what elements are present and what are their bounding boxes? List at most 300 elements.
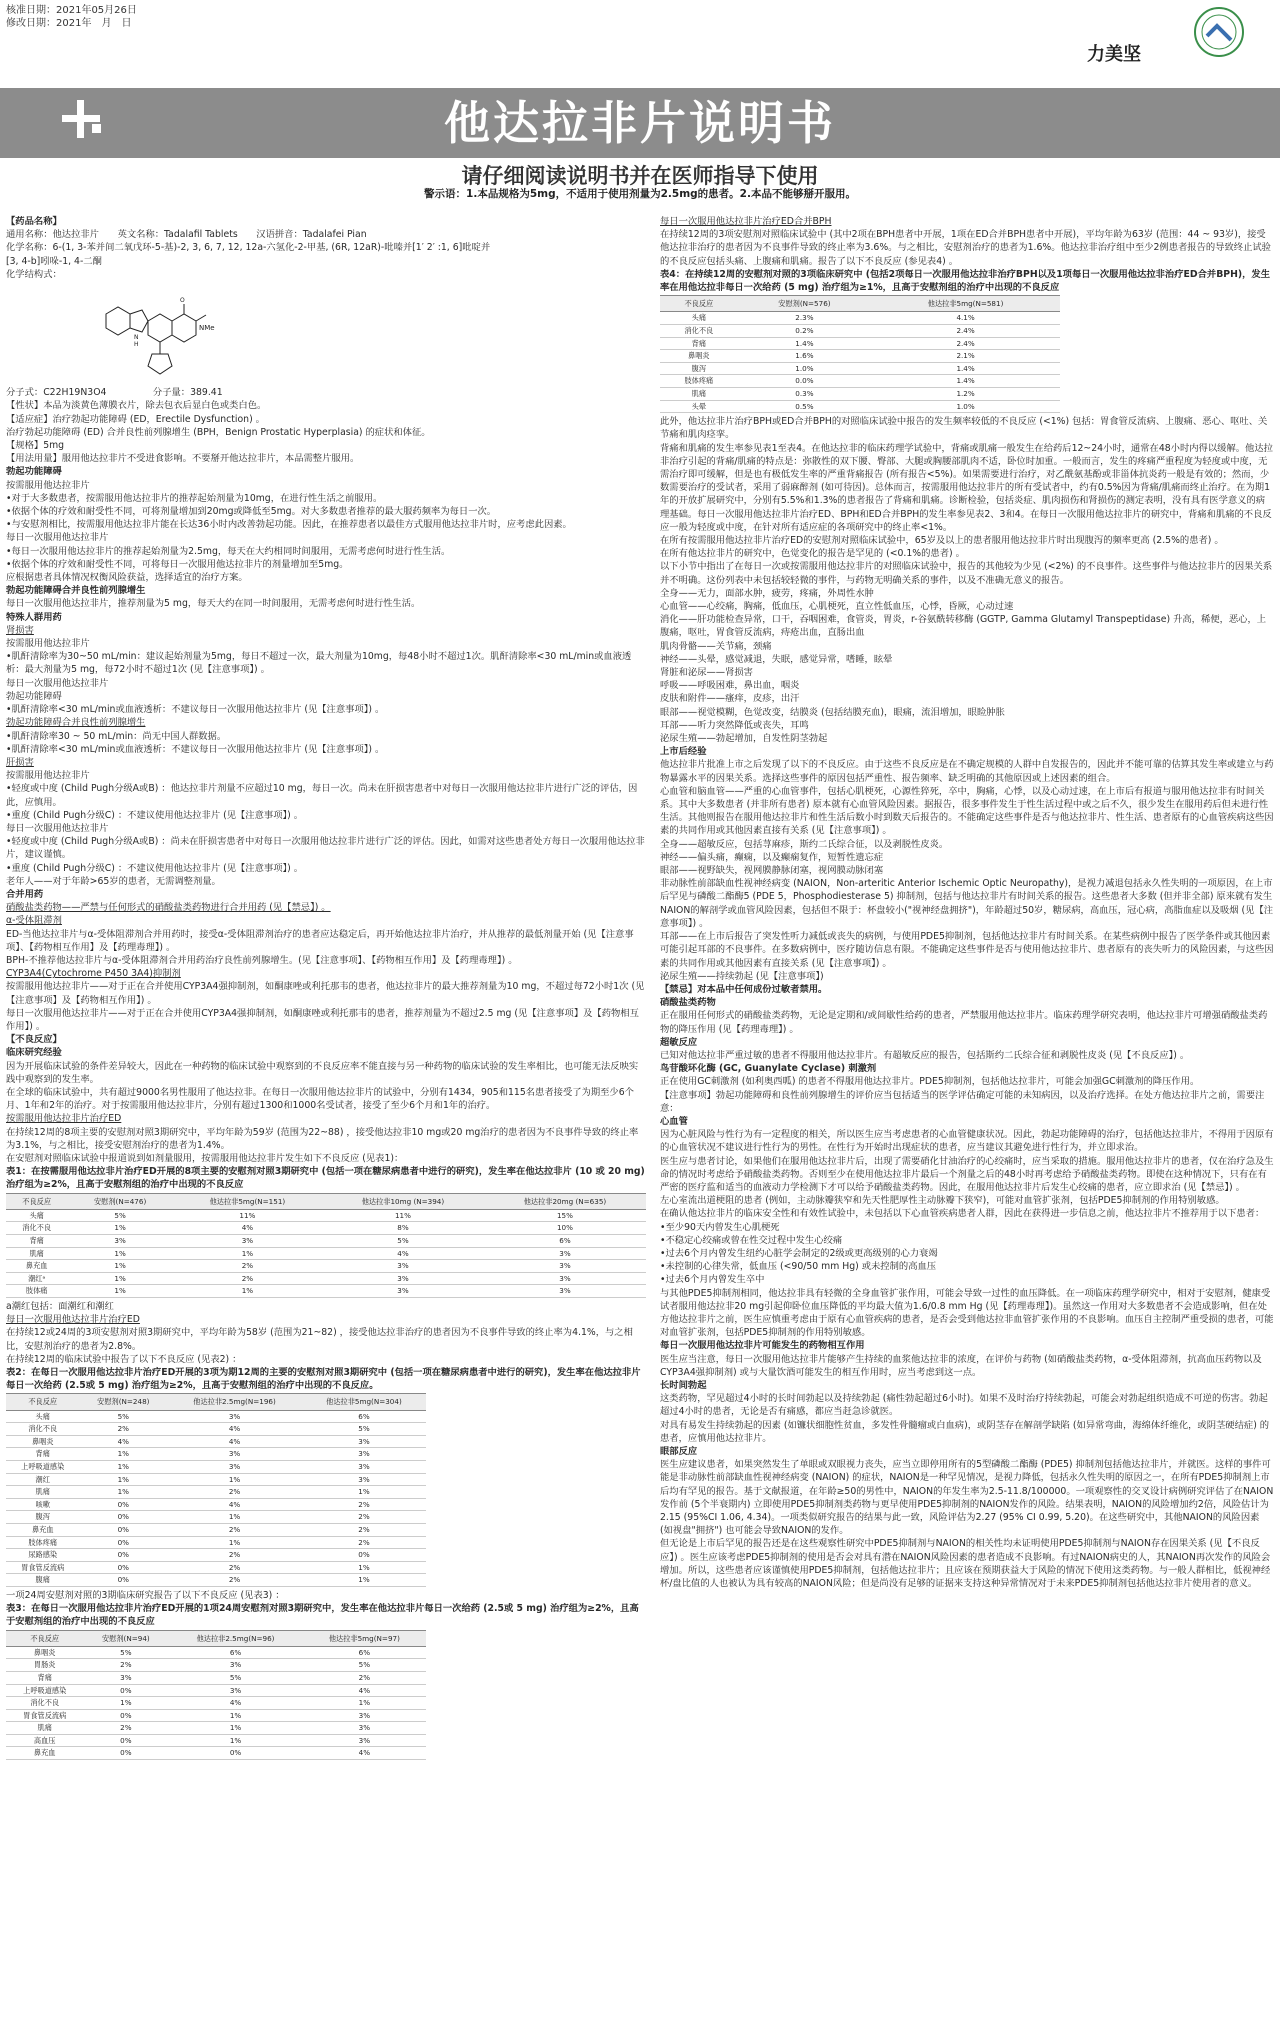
clinical-paragraph: 在安慰剂对照临床试验中报道说到如剂量服用，按需服用他达拉非片发生如下不良反应 (见表1)： [6, 1153, 404, 1164]
table-cell: 上呼吸道感染 [6, 1684, 83, 1697]
table-cell: 0% [79, 1549, 167, 1562]
svg-text:NMe: NMe [199, 324, 215, 333]
ae-list-item: 肾脏和泌尿——肾损害 [660, 667, 753, 679]
renal-item: •肌酐清除率<30 mL/min或血液透析：不建议每日一次服用他达拉非片 (见【注意事项】) 。 [6, 704, 385, 716]
table-cell: 0% [168, 1747, 302, 1760]
table-cell: 腹痛 [6, 1574, 79, 1587]
table-cell: 2% [83, 1659, 168, 1672]
precaution-item: •至少90天内曾发生心肌梗死 [660, 1221, 780, 1233]
table-cell: 背痛 [6, 1671, 83, 1684]
molecular-formula: 分子式：C22H19N3O4 分子量：389.41 [6, 387, 223, 399]
table-cell: 1.2% [871, 387, 1060, 400]
indications: 【适应症】治疗勃起功能障碍 (ED，Erectile Dysfunction) 。 [6, 413, 265, 425]
table-header: 他达拉非20mg (N=635) [484, 1193, 646, 1209]
table-cell: 4% [303, 1747, 426, 1760]
table-1 [6, 1193, 646, 1298]
table-cell: 鼻充血 [6, 1523, 79, 1536]
precaution-paragraph: 在确认他达拉非片的临床安全性和有效性试验中，未包括以下心血管疾病患者人群，因此在获得进一步信息之前，他达拉非片不推荐用于以下患者： [660, 1208, 1265, 1220]
table-row [660, 337, 1060, 350]
subheading-daily: 每日一次服用他达拉非片 [6, 822, 109, 834]
table-cell: 1% [302, 1486, 426, 1499]
subheading-alpha-blockers: α-受体阻滞剂 [6, 915, 62, 927]
subheading-prn: 按需服用他达拉非片 [6, 479, 90, 491]
table-cell: 2% [167, 1549, 302, 1562]
table-cell: 0% [79, 1523, 167, 1536]
table-cell: 背痛 [660, 337, 738, 350]
ae-list-item: 耳部——听力突然降低或丧失，耳鸣 [660, 719, 809, 731]
subheading-ed: 勃起功能障碍 [6, 690, 62, 702]
table-cell: 鼻充血 [6, 1260, 67, 1273]
table-cell: 4% [79, 1435, 167, 1448]
table1-caption: 表1：在按需服用他达拉非片治疗ED开展的8项主要的安慰剂对照3期研究中 (包括一项在糖尿病患者中进行的研究)，发生率在他达拉非片 (10 或 20 mg) 治疗组为≥2%，且高于安慰剂组的治疗中出现的不良反应 [6, 1166, 645, 1191]
table-row [660, 375, 1060, 388]
cyp3a4-prn: 按需服用他达拉非片——对于正在合并使用CYP3A4强抑制剂，如酮康唑或利托那韦的患者，他达拉非片的最大推荐剂量为10 mg，不超过每72小时1次 (见【注意事项】及【药物相互作用】) 。 [6, 981, 645, 1006]
table-cell: 1.0% [871, 400, 1060, 413]
ae-list-item: 全身——无力，面部水肿，疲劳，疼痛，外周性水肿 [660, 587, 874, 599]
table-row [6, 1523, 426, 1536]
table-row [6, 1671, 426, 1684]
table-cell: 0% [79, 1561, 167, 1574]
table-cell: 1.4% [871, 362, 1060, 375]
table-cell: 1% [79, 1473, 167, 1486]
heading-ed-bph: 勃起功能障碍合并良性前列腺增生 [6, 585, 146, 597]
renal-item: •肌酐清除率30 ~ 50 mL/min：尚无中国人群数据。 [6, 730, 227, 742]
table-header: 不良反应 [6, 1630, 83, 1646]
table-cell: 5% [79, 1410, 167, 1423]
table-cell: 2% [83, 1722, 168, 1735]
table-cell: 4% [303, 1684, 426, 1697]
svg-text:N: N [134, 334, 139, 342]
subheading-daily-ed: 每日一次服用他达拉非片治疗ED [6, 1314, 140, 1326]
table3-caption: 表3：在每日一次服用他达拉非片治疗ED开展的1项24周安慰剂对照3期研究中，发生率在他达拉非片每日一次给药 (2.5或 5 mg) 治疗组为≥2%，且高于安慰剂组的治疗中出现的不良反应 [6, 1603, 639, 1628]
table-cell: 2% [302, 1498, 426, 1511]
table-row [6, 1209, 646, 1222]
table-header: 不良反应 [6, 1193, 67, 1209]
table-cell: 3% [322, 1285, 484, 1298]
ae-list-item: 神经——头晕，感觉减退，失眠，感觉异常，嗜睡，眩晕 [660, 653, 893, 665]
table-cell: 0.5% [738, 400, 871, 413]
table-cell: 1% [303, 1697, 426, 1710]
subheading-cyp3a4: CYP3A4(Cytochrome P450 3A4)抑制剂 [6, 968, 181, 980]
table-row [6, 1697, 426, 1710]
ae-list-item: 消化——肝功能检查异常，口干，吞咽困难，食管炎，胃炎，r-谷氨酰转移酶 (GGTP, Gamma Glutamyl Transpeptidase) 升高，稀便，恶心，上腹痛，呕吐，胃食管反流病，痔疮出血，直肠出血 [660, 614, 1267, 639]
heading-postmarketing: 上市后经验 [660, 746, 707, 758]
table-cell: 6% [484, 1235, 646, 1248]
table-row [6, 1734, 426, 1747]
left-column [6, 215, 646, 1762]
subheading-prn: 按需服用他达拉非片 [6, 638, 90, 650]
table-cell: 3% [167, 1448, 302, 1461]
document-title: 他达拉非片说明书 [444, 96, 836, 150]
table-row [6, 1423, 426, 1436]
precaution-item: •未控制的心律失常，低血压 (<90/50 mm Hg) 或未控制的高血压 [660, 1261, 937, 1273]
table-cell: 2% [302, 1536, 426, 1549]
table-cell: 潮红 [6, 1473, 79, 1486]
renal-item: •肌酐清除率<30 mL/min或血液透析：不建议每日一次服用他达拉非片 (见【注意事项】) 。 [6, 743, 385, 755]
warning-notice: 警示语：1.本品规格为5mg，不适用于使用剂量为2.5mg的患者。2.本品不能够掰开服用。 [424, 188, 856, 200]
table-cell: 4% [322, 1247, 484, 1260]
specification: 【规格】5mg [6, 440, 65, 452]
heading-daily-interactions: 每日一次服用他达拉非片可能发生的药物相互作用 [660, 1340, 865, 1352]
table-cell: 4% [167, 1423, 302, 1436]
right-column [660, 215, 1274, 1590]
table-cell: 3% [83, 1671, 168, 1684]
table-cell: 0.0% [738, 375, 871, 388]
table-2 [6, 1393, 426, 1587]
table-cell: 背痛 [6, 1235, 67, 1248]
table-row [6, 1460, 426, 1473]
clinical-paragraph: 背痛和肌痛的发生率参见表1至表4。在他达拉非的临床药理学试验中，背痛或肌痛一般发生在给药后12~24小时，通常在48小时内得以缓解。他达拉非治疗引起的背痛/肌痛的特点是：弥散性的双下腰、臀部、大腿或胸腰部肌肉不适，卧位时加重。一般而言，发生的疼痛严重程度为轻度或中度，无需治疗即可缓解，但是也有极低发生率的严重背痛报告 (所有报告<5%)。如果需要进行治疗，对乙酰氨基酚或非甾体抗炎药一般是有效的；然而，少数需要治疗的受试者，采用了弱麻醉剂 (如可待因)。总体而言，按需服用他达拉非片的所有受试者中，约有0.5%因为背痛/肌痛而终止治疗。在为期1年的开放扩展研究中，分别有5.5%和1.3%的患者报告了背痛和肌痛。诊断检验，包括炎症、肌肉损伤和肾损伤的测定表明，没有具有医学意义的病理基础。每日一次服用他达拉非片治疗ED、BPH和ED合并BPH的发生率参见表2、3和4。在每日一次服用他达拉非片的研究中，背痛和肌痛的不良反应一般为轻度或中度，在针对所有适应症的各项研究中的终止率<1%。 [660, 442, 1273, 533]
subheading-daily: 每日一次服用他达拉非片 [6, 532, 109, 544]
description: 【性状】本品为淡黄色薄膜衣片，除去包衣后显白色或类白色。 [6, 400, 267, 412]
table-cell: 6% [303, 1646, 426, 1659]
document-subtitle: 请仔细阅读说明书并在医师指导下使用 [461, 164, 819, 188]
table-header: 他达拉非10mg (N=394) [322, 1193, 484, 1209]
table-cell: 消化不良 [660, 325, 738, 338]
table-cell: 4% [167, 1435, 302, 1448]
table-cell: 5% [322, 1235, 484, 1248]
table-cell: 0% [83, 1709, 168, 1722]
table-cell: 1% [67, 1247, 172, 1260]
table-cell: 1% [168, 1709, 302, 1722]
table-row [6, 1536, 426, 1549]
chemical-name: 化学名称：6-(1, 3-苯并间二氧戊环-5-基)-2, 3, 6, 7, 12, 12a-六氢化-2-甲基, (6R, 12aR)-吡嗪并[1′ 2′ :1, 6]吡啶并 [6, 242, 491, 254]
table-cell: 3% [303, 1734, 426, 1747]
table-cell: 3% [322, 1272, 484, 1285]
table-cell: 1.4% [738, 337, 871, 350]
table-cell: 1% [167, 1536, 302, 1549]
table-row [6, 1498, 426, 1511]
precaution-paragraph: 左心室流出道梗阻的患者 (例如，主动脉瓣狭窄和先天性肥厚性主动脉瓣下狭窄)，可能对血管扩张剂，包括PDE5抑制剂的作用特别敏感。 [660, 1195, 1225, 1207]
table-cell: 1% [168, 1722, 302, 1735]
ae-list-item: 呼吸——呼吸困难，鼻出血，咽炎 [660, 680, 800, 692]
table-row [660, 362, 1060, 375]
table-cell: 背痛 [6, 1448, 79, 1461]
table-header: 安慰剂(N=248) [79, 1394, 167, 1410]
table-cell: 1% [79, 1460, 167, 1473]
chemical-structure-diagram [96, 284, 216, 379]
alpha-bph: BPH-不推荐他达拉非片与α-受体阻滞剂合并用药治疗良性前列腺增生。(见【注意事项】、【药物相互作用】及【药理毒理】) 。 [6, 954, 518, 966]
table-cell: 0% [302, 1549, 426, 1562]
postmarketing-item: 全身——超敏反应，包括荨麻疹，斯约二氏综合征，以及剥脱性皮炎。 [660, 838, 949, 850]
table-row [6, 1410, 426, 1423]
precaution-paragraph: 这类药物，罕见超过4小时的长时间勃起以及持续勃起 (痛性勃起超过6小时)。如果不及时治疗持续勃起，可能会对勃起组织造成不可逆的伤害。勃起超过4小时的患者，无论是否有痛感，都应当赶急诊就医。 [660, 1393, 1268, 1418]
table-cell: 15% [484, 1209, 646, 1222]
table-row [6, 1561, 426, 1574]
table-cell: 4.1% [871, 312, 1060, 325]
table-cell: 1.0% [738, 362, 871, 375]
table-cell: 0.3% [738, 387, 871, 400]
ae-list-item: 肌肉骨骼——关节痛，颈痛 [660, 640, 772, 652]
structure-label: 化学结构式： [6, 268, 62, 280]
table-cell: 1% [167, 1511, 302, 1524]
table-cell: 4% [173, 1222, 322, 1235]
table-cell: 1% [302, 1574, 426, 1587]
table-cell: 2% [303, 1671, 426, 1684]
drug-names: 通用名称：他达拉非片 英文名称：Tadalafil Tablets 汉语拼音：Tadalafei Pian [6, 229, 367, 241]
table-row [6, 1222, 646, 1235]
table-row [6, 1486, 426, 1499]
clinical-paragraph: 在持续12周的3项安慰剂对照临床试验中 (其中2项在BPH患者中开展，1项在ED合并BPH患者中开展)，平均年龄为63岁 (范围：44 ~ 93岁)，接受他达拉非治疗的患者因为不良事件导致的终止率为3.6%。与之相比，安慰剂治疗的患者为1.6%。他达拉非治疗组中至少2例患者报告的导致终止试验的不良反应包括头痛、上腹痛和肌痛。报告了以下不良反应 (参见表4) 。 [660, 229, 1271, 267]
table-cell: 消化不良 [6, 1222, 67, 1235]
table-header: 他达拉非2.5mg(N=196) [167, 1394, 302, 1410]
table-cell: 5% [302, 1423, 426, 1436]
table-cell: 3% [302, 1435, 426, 1448]
table-cell: 高血压 [6, 1734, 83, 1747]
table-cell: 3% [484, 1260, 646, 1273]
postmarketing-item: 眼部——视野缺失，视网膜静脉闭塞，视网膜动脉闭塞 [660, 865, 884, 877]
table-row [6, 1247, 646, 1260]
table-row [6, 1272, 646, 1285]
table-cell: 4% [168, 1697, 302, 1710]
table-cell: 1% [167, 1473, 302, 1486]
table-cell: 11% [322, 1209, 484, 1222]
table-cell: 5% [303, 1659, 426, 1672]
table-row [6, 1285, 646, 1298]
table1-footnote: a潮红包括：面潮红和潮红 [6, 1300, 114, 1312]
table-cell: 肢体疼痛 [6, 1536, 79, 1549]
table-row [6, 1448, 426, 1461]
table-cell: 尿路感染 [6, 1549, 79, 1562]
dosage-item: •每日一次服用他达拉非片的推荐起始剂量为2.5mg，每天在大约相同时间服用，无需考虑何时进行性生活。 [6, 545, 451, 557]
table-cell: 3% [303, 1709, 426, 1722]
table-row [6, 1511, 426, 1524]
cyp3a4-daily: 每日一次服用他达拉非片——对于正在合并使用CYP3A4强抑制剂，如酮康唑或利托那韦的患者，推荐剂量为不超过2.5 mg (见【注意事项】及【药物相互作用】) 。 [6, 1007, 639, 1032]
table2-caption: 表2：在每日一次服用他达拉非片治疗ED开展的3项为期12周的主要的安慰剂对照3期研究中 (包括一项在糖尿病患者中进行的研究)，发生率在他达拉非片每日一次给药 (2.5或 5 mg) 治疗组为≥2%，且高于安慰剂组的治疗中出现的不良反应。 [6, 1366, 641, 1392]
heading-nitrates: 硝酸盐类药物 [660, 997, 716, 1009]
postmarketing-paragraph: 耳部——在上市后报告了突发性听力减低或丧失的病例，与使用PDE5抑制剂，包括他达拉非片有时间关系。在某些病例中报告了医学条件或其他因素可能引起耳部的不良事件。在多数病例中，医疗随访信息有限。不能确定这些事件是否与使用他达拉非片、患者原有的丧失听力的风险因素，与这些因素的共同作用或其他因素有直接关系 (见【注意事项】) 。 [660, 931, 1274, 969]
table-cell: 2% [173, 1260, 322, 1273]
hepatic-item: •轻度或中度 (Child Pugh分级A或B) ：尚未在肝损害患者中对每日一次服用他达拉非片进行广泛的评估。因此，如需对这些患者处方每日一次服用他达拉非片，建议谨慎。 [6, 836, 645, 861]
table-cell: 肢体痛 [6, 1285, 67, 1298]
section-adverse-reactions: 【不良反应】 [6, 1034, 62, 1046]
table-cell: 咳嗽 [6, 1498, 79, 1511]
table-cell: 消化不良 [6, 1697, 83, 1710]
contraindication-paragraph: 正在使用GC刺激剂 (如利奥西呱) 的患者不得服用他达拉非片。PDE5抑制剂，包括他达拉非片，可能会加强GC刺激剂的降压作用。 [660, 1076, 1200, 1088]
contraindication-paragraph: 已知对他达拉非严重过敏的患者不得服用他达拉非片。有超敏反应的报告，包括斯约二氏综合征和剥脱性皮炎 (见【不良反应】) 。 [660, 1049, 1190, 1061]
chemical-name-cont: [3, 4-b]吲哚-1, 4-二酮 [6, 255, 102, 267]
clinical-paragraph: 在持续12周的临床试验中报告了以下不良反应 (见表2) ： [6, 1353, 242, 1365]
svg-text:H: H [134, 341, 139, 349]
subheading-ed-bph: 勃起功能障碍合并良性前列腺增生 [6, 717, 146, 729]
precaution-paragraph: 医生应建议患者，如果突然发生了单眼或双眼视力丧失，应当立即停用所有的5型磷酸二酯酶 (PDE5) 抑制剂包括他达拉非片，并就医。这样的事件可能是非动脉性前部缺血性视神经病变 (NAION) 的症状，NAION是一种罕见情况，是视力降低，包括永久性失明的原因之一，在所有PDE5抑制剂上市后均有罕见的报告。基于文献报道，在年龄≥50的男性中，NAION的年发生率为2.5-11.8/100000。一项观察性的交叉设计病例研究评估了在NAION发作前 (5个半衰期内) 立即使用PDE5抑制剂类药物与更早使用PDE5抑制剂的NAION发作的风险。结果表明，NAION的风险增加约2倍，风险估计为2.15 (95%CI 1.06, 4.34)。一项类似研究报告的结果与此一致，风险评估为2.27 (95% CI 0.99, 5.20)。在这些研究中，其他NAION的风险因素 (如视盘"拥挤") 也可能会导致NAION的发作。 [660, 1459, 1274, 1537]
table-header: 他达拉非5mg(N=151) [173, 1193, 322, 1209]
table-cell: 5% [168, 1671, 302, 1684]
revision-info [6, 4, 137, 30]
dosage-item: •对于大多数患者，按需服用他达拉非片的推荐起始剂量为10mg，在进行性生活之前服用。 [6, 492, 383, 504]
table-cell: 1% [173, 1247, 322, 1260]
clinical-paragraph: 在持续12周的8项主要的安慰剂对照3期研究中，平均年龄为59岁 (范围为22~88) ，接受他达拉非10 mg或20 mg治疗的患者因为不良事件导致的终止率为3.1%，与之相比，接受安慰剂治疗的患者为1.4%。 [6, 1126, 639, 1151]
table-row [6, 1646, 426, 1659]
table-cell: 0% [83, 1747, 168, 1760]
table-cell: 2% [302, 1511, 426, 1524]
table-cell: 头晕 [660, 400, 738, 413]
table-cell: 3% [302, 1473, 426, 1486]
table-cell: 1% [302, 1561, 426, 1574]
subheading-prn-ed: 按需服用他达拉非片治疗ED [6, 1113, 122, 1125]
table-cell: 8% [322, 1222, 484, 1235]
table-cell: 3% [484, 1285, 646, 1298]
postmarketing-paragraph: 非动脉性前部缺血性视神经病变 (NAION，Non-arteritic Anterior Ischemic Optic Neuropathy)，是视力减退包括永久性失明的一项原因，在上市后罕见与磷酸二酯酶5 (PDE 5，Phosphodiesterase 5) 抑制剂，包括与他达拉非片有时间关系的报告。这些患者大多数 (但并非全部) 原来就有发生NAION的解剖学或血管风险因素，包括但不限于：杯盘较小("视神经盘拥挤")，年龄超过50岁，糖尿病，高血压，冠心病，高脂血症以及吸烟 (见【注意事项】) 。 [660, 878, 1274, 929]
table-cell: 4% [167, 1498, 302, 1511]
table-row [6, 1574, 426, 1587]
table-header: 安慰剂(N=576) [738, 296, 871, 312]
table-cell: 2.1% [871, 350, 1060, 363]
table-cell: 胃食管反流病 [6, 1561, 79, 1574]
table-cell: 2% [167, 1574, 302, 1587]
heading-gc-stimulators: 鸟苷酸环化酶 (GC, Guanylate Cyclase) 刺激剂 [660, 1063, 877, 1075]
table-cell: 肌痛 [6, 1722, 83, 1735]
precaution-item: •过去6个月内曾发生卒中 [660, 1274, 765, 1286]
table-cell: 3% [322, 1260, 484, 1273]
table-cell: 5% [67, 1209, 172, 1222]
clinical-paragraph: 在全球的临床试验中，共有超过9000名男性服用了他达拉非。在每日一次服用他达拉非片的试验中，分别有1434，905和115名患者接受了为期至少6个月、1年和2年的治疗。对于按需服用他达拉非片，分别有超过1300和1000名受试者，接受了至少6个月和1年的治疗。 [6, 1086, 634, 1112]
table-cell: 0% [79, 1511, 167, 1524]
table-cell: 3% [168, 1659, 302, 1672]
renal-item: •肌酐清除率为30~50 mL/min：建议起始剂量为5mg，每日不超过一次，最大剂量为10mg，每48小时不超过1次。肌酐清除率<30 mL/min或血液透析：最大剂量为5 mg，每72小时不超过1次 (见【注意事项】) 。 [6, 651, 632, 676]
hepatic-item: •重度 (Child Pugh分级C) ：不建议使用他达拉非片 (见【注意事项】) 。 [6, 862, 304, 874]
precaution-paragraph: 但无论是上市后罕见的报告还是在这些观察性研究中PDE5抑制剂与NAION的相关性均未证明使用PDE5抑制剂与NAION存在因果关系 (见【不良反应】) 。医生应该考虑PDE5抑制剂的使用是否会对具有潜在NAION风险因素的患者造成不良影响。有过NAION病史的人，其NAION再次发作的风险会增加。所以，这些患者应该谨慎使用PDE5抑制剂，包括他达拉非片；且应该在预期获益大于风险的情况下使用这类药物。与一般人群相比，低视神经杯/盘比值的人也被认为具有较高的NAION风险；但是尚没有足够的证据来支持这种异常情况对于未来PDE5抑制剂包括他达拉非片使用者的意义。 [660, 1538, 1271, 1590]
alpha-ed: ED-当他达拉非片与α-受体阻滞剂合并用药时，接受α-受体阻滞剂治疗的患者应达稳定后，再开始他达拉非片治疗，并从推荐的最低剂量开始 (见【注意事项】、【药物相互作用】及【药理毒理】) 。 [6, 928, 634, 953]
table-cell: 1% [67, 1222, 172, 1235]
table-cell: 腹泻 [660, 362, 738, 375]
table-cell: 胃食管反流病 [6, 1709, 83, 1722]
clinical-paragraph: 以下小节中指出了在每日一次或按需服用他达拉非片的对照临床试验中，报告的其他较为少见 (<2%) 的不良事件。这些事件与他达拉非片的因果关系并不明确。这份列表中未包括较轻微的事件，与药物无明确关系的事件，以及不准确无意义的报告。 [660, 561, 1273, 586]
table-cell: 头痛 [6, 1410, 79, 1423]
dosage-note: 应根据患者具体情况权衡风险获益，选择适宜的治疗方案。 [6, 572, 248, 584]
dosage-intro: 【用法用量】服用他达拉非片不受进食影响。不要掰开他达拉非片，本品需整片服用。 [6, 453, 360, 465]
table-cell: 2.4% [871, 325, 1060, 338]
table-row [6, 1473, 426, 1486]
table-cell: 1% [83, 1697, 168, 1710]
table-cell: 0% [79, 1574, 167, 1587]
table-header: 安慰剂(N=94) [83, 1630, 168, 1646]
table-cell: 3% [303, 1722, 426, 1735]
table-cell: 鼻咽炎 [660, 350, 738, 363]
clinical-paragraph: 在所有他达拉非片的研究中，色觉变化的报告是罕见的 (<0.1%的患者) 。 [660, 548, 965, 560]
clinical-paragraph: 一项24周安慰剂对照的3期临床研究报告了以下不良反应 (见表3) ： [6, 1589, 285, 1601]
table-row [660, 400, 1060, 413]
table-cell: 3% [167, 1460, 302, 1473]
table-header: 不良反应 [660, 296, 738, 312]
table-cell: 0% [79, 1536, 167, 1549]
table-cell: 1% [79, 1486, 167, 1499]
table-cell: 3% [67, 1235, 172, 1248]
clinical-paragraph: 在持续12或24周的3项安慰剂对照3期研究中，平均年龄为58岁 (范围为21~82) ，接受他达拉非治疗的患者因为不良事件导致的终止率为4.1%，与之相比，安慰剂治疗的患者为2.8%。 [6, 1327, 633, 1352]
hepatic-item: •重度 (Child Pugh分级C) ：不建议使用他达拉非片 (见【注意事项】) 。 [6, 809, 304, 821]
table-cell: 1% [168, 1734, 302, 1747]
table-cell: 1% [173, 1285, 322, 1298]
ae-list-item: 眼部——视觉模糊，色觉改变，结膜炎 (包括结膜充血)，眼痛，流泪增加，眼睑肿胀 [660, 706, 1005, 718]
table-cell: 1.4% [871, 375, 1060, 388]
table-cell: 2% [302, 1523, 426, 1536]
table-cell: 3% [484, 1247, 646, 1260]
subheading-hepatic: 肝损害 [6, 756, 34, 768]
table-cell: 2% [167, 1486, 302, 1499]
table-row [6, 1747, 426, 1760]
table-cell: 0% [79, 1498, 167, 1511]
table-cell: 5% [83, 1646, 168, 1659]
subheading-daily: 每日一次服用他达拉非片 [6, 677, 109, 689]
table-cell: 3% [168, 1684, 302, 1697]
heading-clinical-experience: 临床研究经验 [6, 1047, 62, 1059]
precaution-item: •不稳定心绞痛或曾在性交过程中发生心绞痛 [660, 1234, 843, 1246]
elderly-note: 老年人——对于年龄>65岁的患者，无需调整剂量。 [6, 875, 221, 887]
table-cell: 0.2% [738, 325, 871, 338]
table-cell: 肌痛 [6, 1247, 67, 1260]
clinical-paragraph: 在所有按需服用他达拉非片治疗ED的安慰剂对照临床试验中，65岁及以上的患者服用他达拉非片时出现腹泻的频率更高 (2.5%的患者) 。 [660, 535, 1224, 546]
ae-list-item: 心血管——心绞痛，胸痛，低血压，心肌梗死，直立性低血压，心悸，昏厥，心动过速 [660, 601, 1014, 613]
table-cell: 6% [302, 1410, 426, 1423]
table-cell: 1.6% [738, 350, 871, 363]
section-precautions: 【注意事项】勃起功能障碍和良性前列腺增生的评价应当包括适当的医学评估确定可能的未知病因，以及治疗选择。在处方他达拉非片之前，需要注意： [660, 1089, 1265, 1114]
postmarketing-paragraph: 心血管和脑血管——严重的心血管事件，包括心肌梗死，心源性猝死，卒中，胸痛，心悸，以及心动过速，在上市后有报道与服用他达拉非有时间关系。其中大多数患者 (并非所有患者) 原本就有心血管风险因素。据报告，很多事件发生于性生活过程中或之后不久，很少发生在服用药后但未进行性生活。其他则报告在服用他达拉非片和性生活后数小时到数天后报告的。不能确定这些事件是否与他达拉非片、性生活、患者原有的心血管疾病这些因素的共同作用或其他因素直接有关系 (见【注意事项】) 。 [660, 785, 1274, 837]
table-cell: 10% [484, 1222, 646, 1235]
table-row [6, 1235, 646, 1248]
table-cell: 0% [83, 1734, 168, 1747]
postmarketing-item: 泌尿生殖——持续勃起 (见【注意事项】) [660, 970, 824, 982]
heading-special-populations: 特殊人群用药 [6, 611, 62, 623]
hepatic-item: •轻度或中度 (Child Pugh分级A或B) ：他达拉非片剂量不应超过10 mg，每日一次。尚未在肝损害患者中对每日一次服用他达拉非片进行广泛的评估，因此，应慎用。 [6, 783, 638, 808]
table-header: 他达拉非5mg(N=304) [302, 1394, 426, 1410]
table-cell: 1% [67, 1272, 172, 1285]
table-header: 他达拉非2.5mg(N=96) [168, 1630, 302, 1646]
table-cell: 头痛 [6, 1209, 67, 1222]
table-cell: 6% [168, 1646, 302, 1659]
title-banner [0, 88, 1280, 158]
postmarketing-paragraph: 他达拉非片批准上市之后发现了以下的不良反应。由于这些不良反应是在不确定规模的人群中自发报告的，因此并不能可靠的估算其发生率或建立与药物暴露水平的因果关系。选择这些事件的原因包括严重性、报告频率、缺乏明确的其他原因或上述因素的组合。 [660, 759, 1274, 784]
table-cell: 3% [302, 1460, 426, 1473]
table-cell: 2% [167, 1523, 302, 1536]
table-cell: 3% [484, 1272, 646, 1285]
section-drug-name: 【药品名称】 [6, 216, 62, 227]
table-row [6, 1722, 426, 1735]
table-row [660, 312, 1060, 325]
table-row [660, 325, 1060, 338]
table-cell: 肢体疼痛 [660, 375, 738, 388]
table-row [6, 1435, 426, 1448]
table-row [6, 1260, 646, 1273]
table-cell: 肌痛 [660, 387, 738, 400]
table-cell: 1% [67, 1260, 172, 1273]
approval-date: 核准日期：2021年05月26日 [6, 5, 137, 16]
section-contraindications: 【禁忌】对本品中任何成份过敏者禁用。 [660, 983, 828, 995]
table-cell: 3% [302, 1448, 426, 1461]
table-header: 他达拉非5mg(N=581) [871, 296, 1060, 312]
table-row [6, 1549, 426, 1562]
table-cell: 3% [167, 1410, 302, 1423]
precaution-paragraph: 与其他PDE5抑制剂相同，他达拉非具有轻微的全身血管扩张作用，可能会导致一过性的血压降低。在一项临床药理学研究中，相对于安慰剂，健康受试者服用他达拉非20 mg引起仰卧位血压降低的平均最大值为1.6/0.8 mm Hg (见【药理毒理】)。虽然这一作用对大多数患者不会造成影响，但在处方他达拉非片之前，医生应慎重考虑由于原有心血管疾病的患者，是否会受到他达拉非血管扩张作用的不良影响。血压自主控制严重受损的患者，可能对血管扩张剂，包括PDE5抑制剂的作用特别敏感。 [660, 1287, 1274, 1339]
table-cell: 3% [173, 1235, 322, 1248]
precaution-item: •过去6个月内曾发生纽约心脏学会制定的2级或更高级别的心力衰竭 [660, 1247, 938, 1259]
table-header: 他达拉非5mg(N=97) [303, 1630, 426, 1646]
heading-eye-effects: 眼部反应 [660, 1446, 698, 1458]
table-cell: 11% [173, 1209, 322, 1222]
contraindication-paragraph: 正在服用任何形式的硝酸盐类药物，无论是定期和/或间歇性给药的患者，严禁服用他达拉非片。临床药理学研究表明，他达拉非片可增强硝酸盐类药物的降压作用 (见【药理毒理】) 。 [660, 1010, 1268, 1035]
heading-hypersensitivity: 超敏反应 [660, 1036, 698, 1048]
table-row [660, 350, 1060, 363]
table-header: 安慰剂(N=476) [67, 1193, 172, 1209]
table-row [6, 1659, 426, 1672]
heading-ed: 勃起功能障碍 [6, 466, 62, 478]
dosage-item: •与安慰剂相比，按需服用他达拉非片能在长达36小时内改善勃起功能。因此，在推荐患者以最佳方式服用他达拉非片时，应考虑此因素。 [6, 519, 572, 531]
table-cell: 2% [173, 1272, 322, 1285]
indications-bph: 治疗勃起功能障碍 (ED) 合并良性前列腺增生 (BPH，Benign Prostatic Hyperplasia) 的症状和体征。 [6, 426, 431, 438]
postmarketing-item: 神经——偏头痛，癫痫，以及癫痫复作，短暂性遗忘症 [660, 851, 884, 863]
heading-cardiovascular: 心血管 [660, 1115, 688, 1127]
table-cell: 肌痛 [6, 1486, 79, 1499]
precaution-paragraph: 医生应当注意，每日一次服用他达拉非片能够产生持续的血浆他达拉非的浓度，在评价与药物 (如硝酸盐类药物，α-受体阻滞剂，抗高血压药物以及CYP3A4强抑制剂) 或与大量饮酒可能发生的相互作用时，应当考虑到这一点。 [660, 1353, 1262, 1378]
